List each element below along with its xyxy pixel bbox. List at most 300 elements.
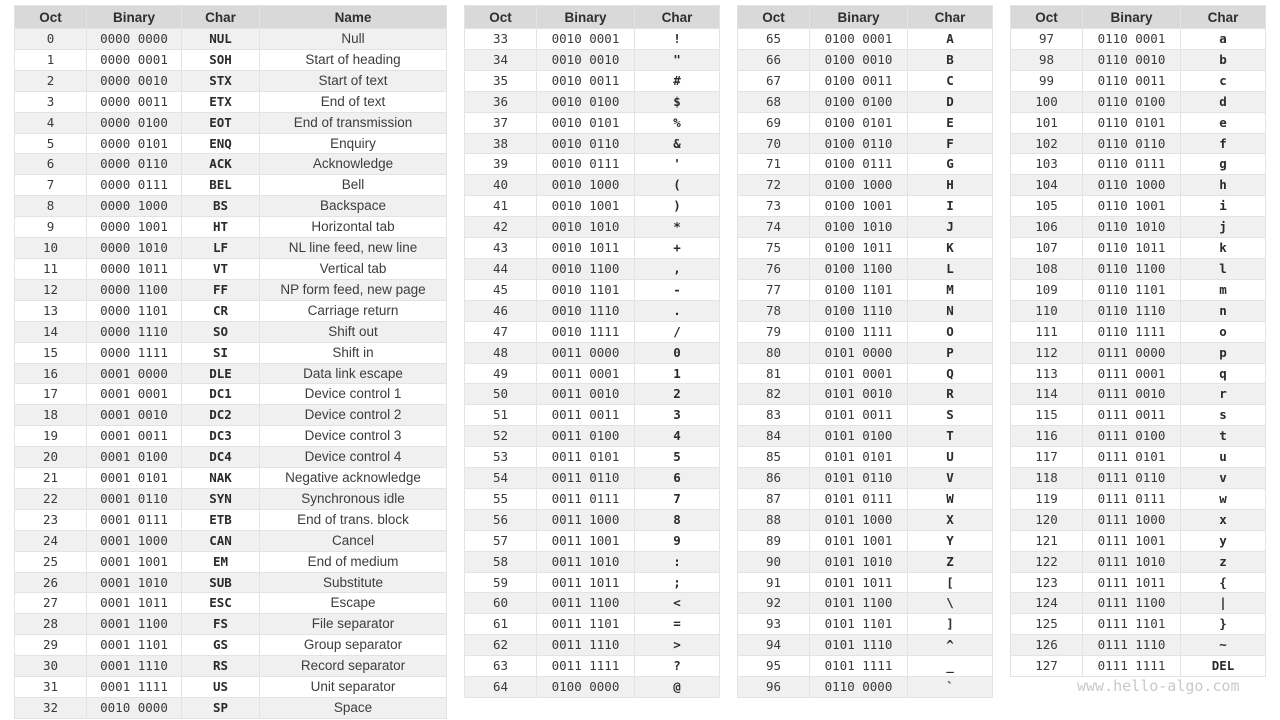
table-row: [738, 405, 993, 426]
oct-cell: 108: [1011, 258, 1083, 279]
name-cell: Substitute: [260, 572, 447, 593]
oct-cell: 20: [15, 447, 87, 468]
char-cell: $: [635, 91, 720, 112]
name-cell: End of medium: [260, 551, 447, 572]
column-header-binary: Binary: [810, 6, 908, 29]
binary-cell: 0100 0110: [810, 133, 908, 154]
oct-cell: 111: [1011, 321, 1083, 342]
table-row: [465, 175, 720, 196]
binary-cell: 0011 1100: [537, 593, 635, 614]
char-cell: k: [1181, 238, 1266, 259]
char-cell: FS: [182, 614, 260, 635]
char-cell: :: [635, 551, 720, 572]
table-row: [738, 279, 993, 300]
binary-cell: 0010 0110: [537, 133, 635, 154]
ascii-table-33-64: [464, 5, 720, 698]
table-row: [1011, 614, 1266, 635]
column-header-binary: Binary: [87, 6, 182, 29]
oct-cell: 74: [738, 217, 810, 238]
table-row: [1011, 175, 1266, 196]
table-row: [465, 488, 720, 509]
header-row: [465, 6, 720, 29]
binary-cell: 0100 1000: [810, 175, 908, 196]
binary-cell: 0010 1100: [537, 258, 635, 279]
oct-cell: 105: [1011, 196, 1083, 217]
binary-cell: 0100 0101: [810, 112, 908, 133]
table-row: [15, 405, 447, 426]
oct-cell: 80: [738, 342, 810, 363]
oct-cell: 120: [1011, 509, 1083, 530]
column-header-oct: Oct: [738, 6, 810, 29]
table-row: [15, 49, 447, 70]
table-row: [465, 238, 720, 259]
oct-cell: 15: [15, 342, 87, 363]
char-cell: S: [908, 405, 993, 426]
char-cell: G: [908, 154, 993, 175]
binary-cell: 0011 0001: [537, 363, 635, 384]
char-cell: SP: [182, 698, 260, 719]
binary-cell: 0101 0001: [810, 363, 908, 384]
char-cell: f: [1181, 133, 1266, 154]
binary-cell: 0010 0101: [537, 112, 635, 133]
table-row: [738, 217, 993, 238]
char-cell: #: [635, 70, 720, 91]
oct-cell: 126: [1011, 635, 1083, 656]
char-cell: b: [1181, 49, 1266, 70]
char-cell: O: [908, 321, 993, 342]
binary-cell: 0100 1101: [810, 279, 908, 300]
table-row: [15, 175, 447, 196]
table-row: [738, 112, 993, 133]
binary-cell: 0010 1101: [537, 279, 635, 300]
char-cell: 9: [635, 530, 720, 551]
oct-cell: 99: [1011, 70, 1083, 91]
char-cell: ): [635, 196, 720, 217]
oct-cell: 101: [1011, 112, 1083, 133]
binary-cell: 0110 0000: [810, 677, 908, 698]
name-cell: Null: [260, 29, 447, 50]
oct-cell: 18: [15, 405, 87, 426]
column-header-binary: Binary: [1083, 6, 1181, 29]
name-cell: Enquiry: [260, 133, 447, 154]
oct-cell: 12: [15, 279, 87, 300]
char-cell: u: [1181, 447, 1266, 468]
table-row: [465, 551, 720, 572]
char-cell: 2: [635, 384, 720, 405]
name-cell: NL line feed, new line: [260, 238, 447, 259]
oct-cell: 73: [738, 196, 810, 217]
char-cell: N: [908, 300, 993, 321]
table-row: [1011, 70, 1266, 91]
table-row: [465, 405, 720, 426]
oct-cell: 53: [465, 447, 537, 468]
oct-cell: 27: [15, 593, 87, 614]
char-cell: ]: [908, 614, 993, 635]
table-row: [15, 551, 447, 572]
table-row: [738, 572, 993, 593]
char-cell: ': [635, 154, 720, 175]
table-row: [15, 91, 447, 112]
oct-cell: 17: [15, 384, 87, 405]
table-row: [15, 217, 447, 238]
char-cell: /: [635, 321, 720, 342]
oct-cell: 79: [738, 321, 810, 342]
oct-cell: 116: [1011, 426, 1083, 447]
binary-cell: 0010 1111: [537, 321, 635, 342]
binary-cell: 0001 0110: [87, 488, 182, 509]
binary-cell: 0001 0001: [87, 384, 182, 405]
name-cell: Start of heading: [260, 49, 447, 70]
binary-cell: 0000 1001: [87, 217, 182, 238]
oct-cell: 100: [1011, 91, 1083, 112]
binary-cell: 0011 1110: [537, 635, 635, 656]
oct-cell: 50: [465, 384, 537, 405]
binary-cell: 0110 1111: [1083, 321, 1181, 342]
oct-cell: 91: [738, 572, 810, 593]
name-cell: Shift out: [260, 321, 447, 342]
binary-cell: 0000 0000: [87, 29, 182, 50]
binary-cell: 0001 0101: [87, 468, 182, 489]
binary-cell: 0011 0100: [537, 426, 635, 447]
binary-cell: 0111 0111: [1083, 488, 1181, 509]
binary-cell: 0101 1110: [810, 635, 908, 656]
table-row: [465, 321, 720, 342]
char-cell: `: [908, 677, 993, 698]
oct-cell: 14: [15, 321, 87, 342]
char-cell: o: [1181, 321, 1266, 342]
table-row: [465, 572, 720, 593]
binary-cell: 0011 0010: [537, 384, 635, 405]
oct-cell: 60: [465, 593, 537, 614]
header-row: [1011, 6, 1266, 29]
binary-cell: 0010 1110: [537, 300, 635, 321]
char-cell: p: [1181, 342, 1266, 363]
oct-cell: 33: [465, 29, 537, 50]
char-cell: ,: [635, 258, 720, 279]
char-cell: GS: [182, 635, 260, 656]
char-cell: +: [635, 238, 720, 259]
char-cell: ESC: [182, 593, 260, 614]
oct-cell: 32: [15, 698, 87, 719]
char-cell: ETX: [182, 91, 260, 112]
oct-cell: 89: [738, 530, 810, 551]
name-cell: Space: [260, 698, 447, 719]
binary-cell: 0100 0100: [810, 91, 908, 112]
char-cell: 5: [635, 447, 720, 468]
oct-cell: 30: [15, 656, 87, 677]
table-row: [15, 342, 447, 363]
oct-cell: 123: [1011, 572, 1083, 593]
oct-cell: 63: [465, 656, 537, 677]
char-cell: P: [908, 342, 993, 363]
name-cell: Escape: [260, 593, 447, 614]
table-row: [738, 509, 993, 530]
binary-cell: 0010 0111: [537, 154, 635, 175]
oct-cell: 37: [465, 112, 537, 133]
table-row: [465, 133, 720, 154]
binary-cell: 0110 1101: [1083, 279, 1181, 300]
oct-cell: 81: [738, 363, 810, 384]
oct-cell: 117: [1011, 447, 1083, 468]
binary-cell: 0010 0100: [537, 91, 635, 112]
char-cell: 4: [635, 426, 720, 447]
oct-cell: 8: [15, 196, 87, 217]
table-row: [738, 468, 993, 489]
char-cell: EM: [182, 551, 260, 572]
char-cell: }: [1181, 614, 1266, 635]
oct-cell: 93: [738, 614, 810, 635]
char-cell: SI: [182, 342, 260, 363]
oct-cell: 87: [738, 488, 810, 509]
table-row: [15, 133, 447, 154]
table-row: [738, 175, 993, 196]
binary-cell: 0011 0000: [537, 342, 635, 363]
char-cell: DC4: [182, 447, 260, 468]
char-cell: SUB: [182, 572, 260, 593]
binary-cell: 0100 1001: [810, 196, 908, 217]
binary-cell: 0000 0100: [87, 112, 182, 133]
table-row: [15, 384, 447, 405]
oct-cell: 10: [15, 238, 87, 259]
binary-cell: 0001 1000: [87, 530, 182, 551]
table-row: [15, 112, 447, 133]
char-cell: !: [635, 29, 720, 50]
char-cell: n: [1181, 300, 1266, 321]
table-row: [738, 238, 993, 259]
binary-cell: 0000 1000: [87, 196, 182, 217]
table-row: [1011, 405, 1266, 426]
table-row: [465, 468, 720, 489]
oct-cell: 104: [1011, 175, 1083, 196]
column-header-oct: Oct: [465, 6, 537, 29]
table-row: [15, 509, 447, 530]
name-cell: Bell: [260, 175, 447, 196]
char-cell: m: [1181, 279, 1266, 300]
table-row: [465, 300, 720, 321]
binary-cell: 0101 1111: [810, 656, 908, 677]
oct-cell: 57: [465, 530, 537, 551]
oct-cell: 4: [15, 112, 87, 133]
oct-cell: 95: [738, 656, 810, 677]
binary-cell: 0111 0000: [1083, 342, 1181, 363]
binary-cell: 0100 0111: [810, 154, 908, 175]
binary-cell: 0111 1011: [1083, 572, 1181, 593]
oct-cell: 88: [738, 509, 810, 530]
binary-cell: 0111 0101: [1083, 447, 1181, 468]
table-row: [1011, 279, 1266, 300]
char-cell: A: [908, 29, 993, 50]
char-cell: =: [635, 614, 720, 635]
binary-cell: 0011 0011: [537, 405, 635, 426]
ascii-table-97-127: [1010, 5, 1266, 677]
binary-cell: 0101 0010: [810, 384, 908, 405]
char-cell: X: [908, 509, 993, 530]
oct-cell: 43: [465, 238, 537, 259]
oct-cell: 42: [465, 217, 537, 238]
table-row: [465, 509, 720, 530]
binary-cell: 0111 1110: [1083, 635, 1181, 656]
oct-cell: 76: [738, 258, 810, 279]
char-cell: ;: [635, 572, 720, 593]
char-cell: SO: [182, 321, 260, 342]
oct-cell: 122: [1011, 551, 1083, 572]
table-row: [465, 384, 720, 405]
binary-cell: 0100 1110: [810, 300, 908, 321]
oct-cell: 85: [738, 447, 810, 468]
table-row: [15, 321, 447, 342]
oct-cell: 114: [1011, 384, 1083, 405]
column-header-binary: Binary: [537, 6, 635, 29]
table-row: [465, 112, 720, 133]
binary-cell: 0110 1010: [1083, 217, 1181, 238]
binary-cell: 0001 0000: [87, 363, 182, 384]
oct-cell: 9: [15, 217, 87, 238]
binary-cell: 0110 0111: [1083, 154, 1181, 175]
oct-cell: 26: [15, 572, 87, 593]
table-row: [738, 635, 993, 656]
char-cell: x: [1181, 509, 1266, 530]
watermark-text: www.hello-algo.com: [1077, 677, 1240, 695]
binary-cell: 0110 0011: [1083, 70, 1181, 91]
oct-cell: 59: [465, 572, 537, 593]
char-cell: H: [908, 175, 993, 196]
table-row: [1011, 656, 1266, 677]
binary-cell: 0111 0001: [1083, 363, 1181, 384]
name-cell: Horizontal tab: [260, 217, 447, 238]
char-cell: CAN: [182, 530, 260, 551]
table-row: [738, 91, 993, 112]
char-cell: l: [1181, 258, 1266, 279]
binary-cell: 0111 0110: [1083, 468, 1181, 489]
binary-cell: 0000 0110: [87, 154, 182, 175]
binary-cell: 0001 0011: [87, 426, 182, 447]
binary-cell: 0100 1011: [810, 238, 908, 259]
column-header-name: Name: [260, 6, 447, 29]
oct-cell: 107: [1011, 238, 1083, 259]
oct-cell: 121: [1011, 530, 1083, 551]
oct-cell: 51: [465, 405, 537, 426]
oct-cell: 40: [465, 175, 537, 196]
binary-cell: 0011 1101: [537, 614, 635, 635]
name-cell: Device control 3: [260, 426, 447, 447]
binary-cell: 0100 0000: [537, 677, 635, 698]
binary-cell: 0101 1100: [810, 593, 908, 614]
char-cell: e: [1181, 112, 1266, 133]
oct-cell: 71: [738, 154, 810, 175]
char-cell: y: [1181, 530, 1266, 551]
table-row: [738, 321, 993, 342]
table-row: [738, 677, 993, 698]
table-row: [15, 300, 447, 321]
binary-cell: 0000 1101: [87, 300, 182, 321]
oct-cell: 112: [1011, 342, 1083, 363]
oct-cell: 2: [15, 70, 87, 91]
table-row: [1011, 258, 1266, 279]
binary-cell: 0000 1100: [87, 279, 182, 300]
oct-cell: 49: [465, 363, 537, 384]
oct-cell: 64: [465, 677, 537, 698]
table-row: [738, 49, 993, 70]
char-cell: i: [1181, 196, 1266, 217]
table-row: [465, 29, 720, 50]
char-cell: &: [635, 133, 720, 154]
char-cell: B: [908, 49, 993, 70]
table-row: [1011, 342, 1266, 363]
oct-cell: 96: [738, 677, 810, 698]
column-header-char: Char: [1181, 6, 1266, 29]
char-cell: r: [1181, 384, 1266, 405]
oct-cell: 3: [15, 91, 87, 112]
binary-cell: 0101 1010: [810, 551, 908, 572]
char-cell: h: [1181, 175, 1266, 196]
oct-cell: 41: [465, 196, 537, 217]
table-row: [1011, 91, 1266, 112]
column-header-char: Char: [182, 6, 260, 29]
binary-cell: 0000 1010: [87, 238, 182, 259]
char-cell: ACK: [182, 154, 260, 175]
binary-cell: 0100 1100: [810, 258, 908, 279]
table-row: [465, 447, 720, 468]
char-cell: 8: [635, 509, 720, 530]
char-cell: D: [908, 91, 993, 112]
char-cell: NUL: [182, 29, 260, 50]
binary-cell: 0111 0010: [1083, 384, 1181, 405]
table-row: [738, 29, 993, 50]
table-row: [465, 196, 720, 217]
name-cell: Device control 4: [260, 447, 447, 468]
binary-cell: 0011 1011: [537, 572, 635, 593]
table-row: [465, 656, 720, 677]
table-row: [465, 49, 720, 70]
binary-cell: 0000 0101: [87, 133, 182, 154]
name-cell: End of trans. block: [260, 509, 447, 530]
binary-cell: 0000 1110: [87, 321, 182, 342]
binary-cell: 0011 1010: [537, 551, 635, 572]
table-row: [15, 677, 447, 698]
table-row: [15, 635, 447, 656]
binary-cell: 0010 0010: [537, 49, 635, 70]
char-cell: SOH: [182, 49, 260, 70]
char-cell: ?: [635, 656, 720, 677]
table-row: [465, 635, 720, 656]
table-row: [1011, 154, 1266, 175]
char-cell: LF: [182, 238, 260, 259]
oct-cell: 48: [465, 342, 537, 363]
binary-cell: 0011 0101: [537, 447, 635, 468]
char-cell: d: [1181, 91, 1266, 112]
char-cell: T: [908, 426, 993, 447]
oct-cell: 46: [465, 300, 537, 321]
table-row: [15, 698, 447, 719]
table-row: [465, 426, 720, 447]
oct-cell: 45: [465, 279, 537, 300]
binary-cell: 0001 0010: [87, 405, 182, 426]
column-header-char: Char: [635, 6, 720, 29]
column-header-char: Char: [908, 6, 993, 29]
oct-cell: 94: [738, 635, 810, 656]
binary-cell: 0110 0010: [1083, 49, 1181, 70]
table-row: [738, 614, 993, 635]
table-row: [1011, 530, 1266, 551]
char-cell: v: [1181, 468, 1266, 489]
binary-cell: 0000 0010: [87, 70, 182, 91]
table-row: [15, 196, 447, 217]
char-cell: SYN: [182, 488, 260, 509]
name-cell: End of text: [260, 91, 447, 112]
table-row: [738, 196, 993, 217]
char-cell: EOT: [182, 112, 260, 133]
name-cell: Negative acknowledge: [260, 468, 447, 489]
